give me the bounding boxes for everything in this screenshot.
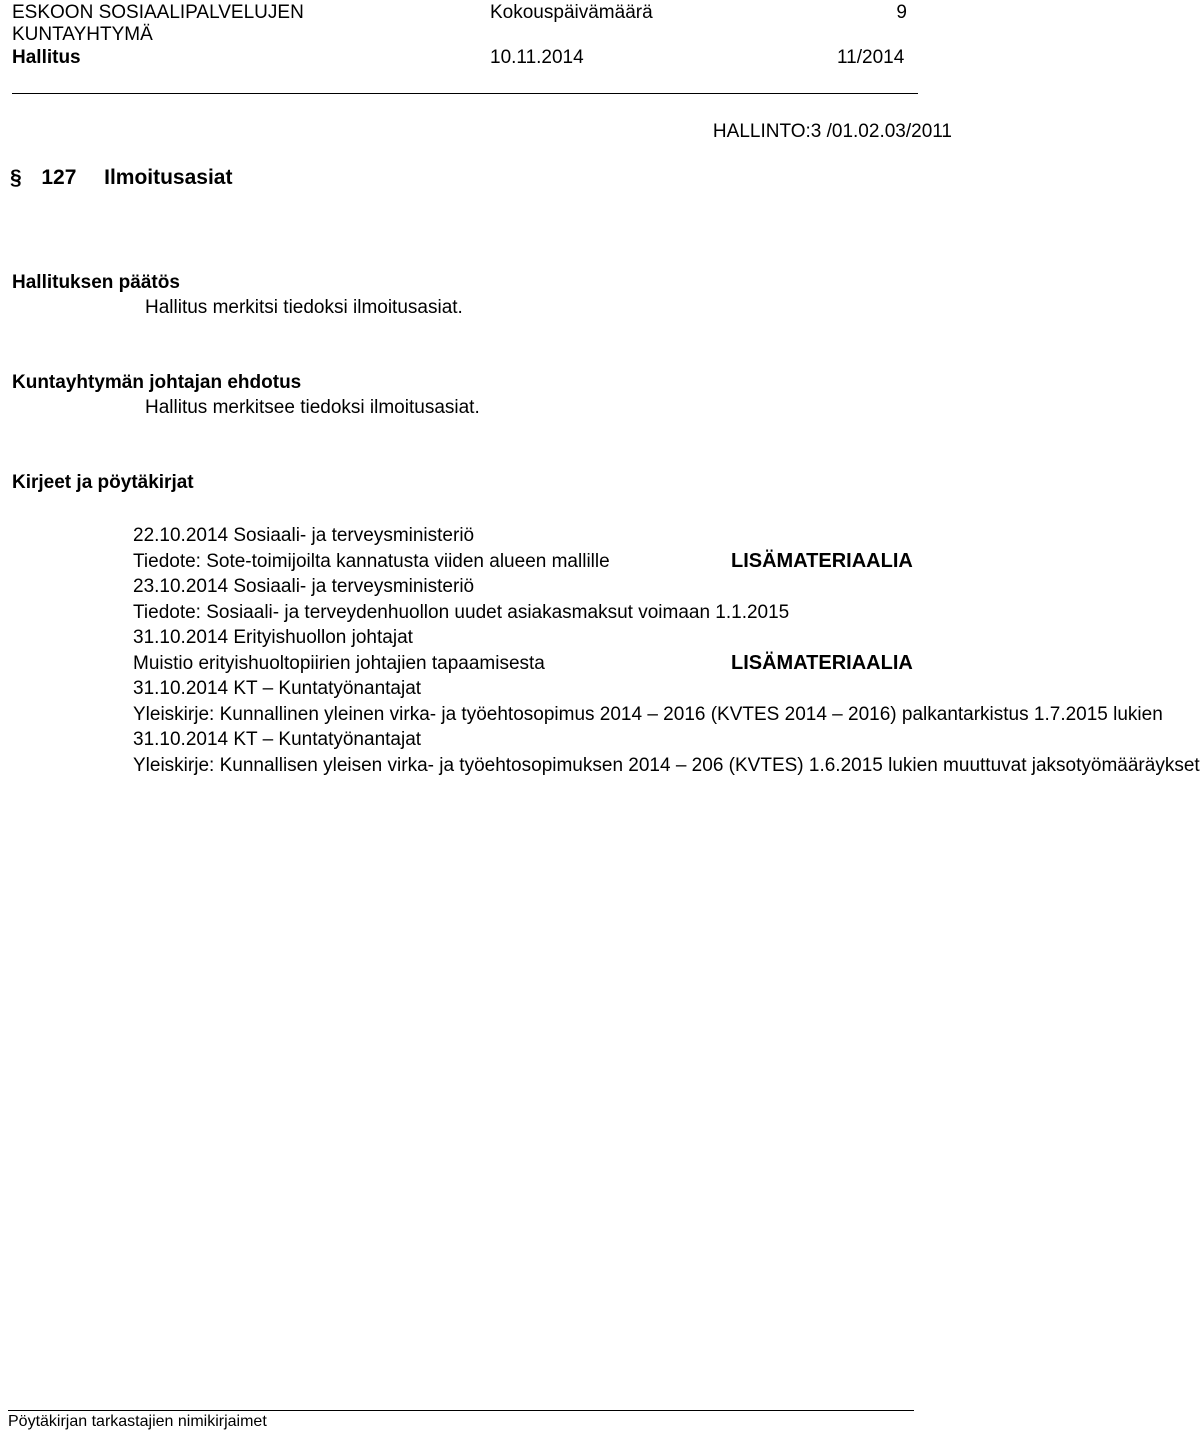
date-label: Kokouspäivämäärä [490,2,653,23]
decision-text: Hallitus merkitsi tiedoksi ilmoitusasiat. [145,297,463,318]
section-heading: Ilmoitusasiat [104,166,233,189]
letter-date-sender: 31.10.2014 Erityishuollon johtajat [133,627,413,648]
section-symbol: § [10,166,22,189]
letter-subject: Tiedote: Sosiaali- ja terveydenhuollon uudet asiakasmaksut voimaan 1.1.2015 [133,601,790,623]
list-item [133,727,1200,778]
page-number: 9 [896,2,907,23]
proposal-heading: Kuntayhtymän johtajan ehdotus [12,372,302,393]
letter-subject: Yleiskirje: Kunnallisen yleisen virka- ja työehtosopimuksen 2014 – 206 (KVTES) 1.6.2015 lukien muuttuvat jaksotyömääräykset [133,754,1200,776]
letters-heading: Kirjeet ja pöytäkirjat [12,472,194,493]
attachment-tag: LISÄMATERIAALIA [731,549,913,572]
list-item [133,574,943,625]
letter-date-sender: 23.10.2014 Sosiaali- ja terveysministeriö [133,576,475,597]
reference-code: HALLINTO:3 /01.02.03/2011 [712,121,952,142]
decision-heading: Hallituksen päätös [12,272,180,293]
organization-name: ESKOON SOSIAALIPALVELUJEN [12,2,304,23]
meeting-number: 11/2014 [837,47,905,68]
letter-date-sender: 31.10.2014 KT – Kuntatyönantajat [133,729,422,750]
list-item [133,523,943,574]
list-item [133,676,1163,727]
header-divider [12,93,918,94]
meeting-date: 10.11.2014 [490,47,584,68]
letter-date-sender: 31.10.2014 KT – Kuntatyönantajat [133,678,422,699]
letter-subject: Yleiskirje: Kunnallinen yleinen virka- ja työehtosopimus 2014 – 2016 (KVTES 2014 – 2016) palkantarkistus 1.7.2015 lukien [133,703,1163,725]
letter-subject: Tiedote: Sote-toimijoilta kannatusta viiden alueen mallille [133,550,610,572]
section-number: 127 [41,166,77,189]
list-item [133,625,943,676]
letter-date-sender: 22.10.2014 Sosiaali- ja terveysministeriö [133,525,475,546]
letter-subject: Muistio erityishuoltopiirien johtajien tapaamisesta [133,652,545,674]
proposal-text: Hallitus merkitsee tiedoksi ilmoitusasiat. [145,397,480,418]
letter-subject-row [133,549,943,575]
signature-label: Pöytäkirjan tarkastajien nimikirjaimet [8,1413,267,1430]
letter-subject-row [133,651,943,677]
section-title [10,166,232,190]
letters-list [133,523,1200,778]
organization-name-line2: KUNTAYHTYMÄ [12,24,153,45]
body-name: Hallitus [12,47,81,68]
attachment-tag: LISÄMATERIAALIA [731,651,913,674]
footer-divider [8,1410,914,1411]
